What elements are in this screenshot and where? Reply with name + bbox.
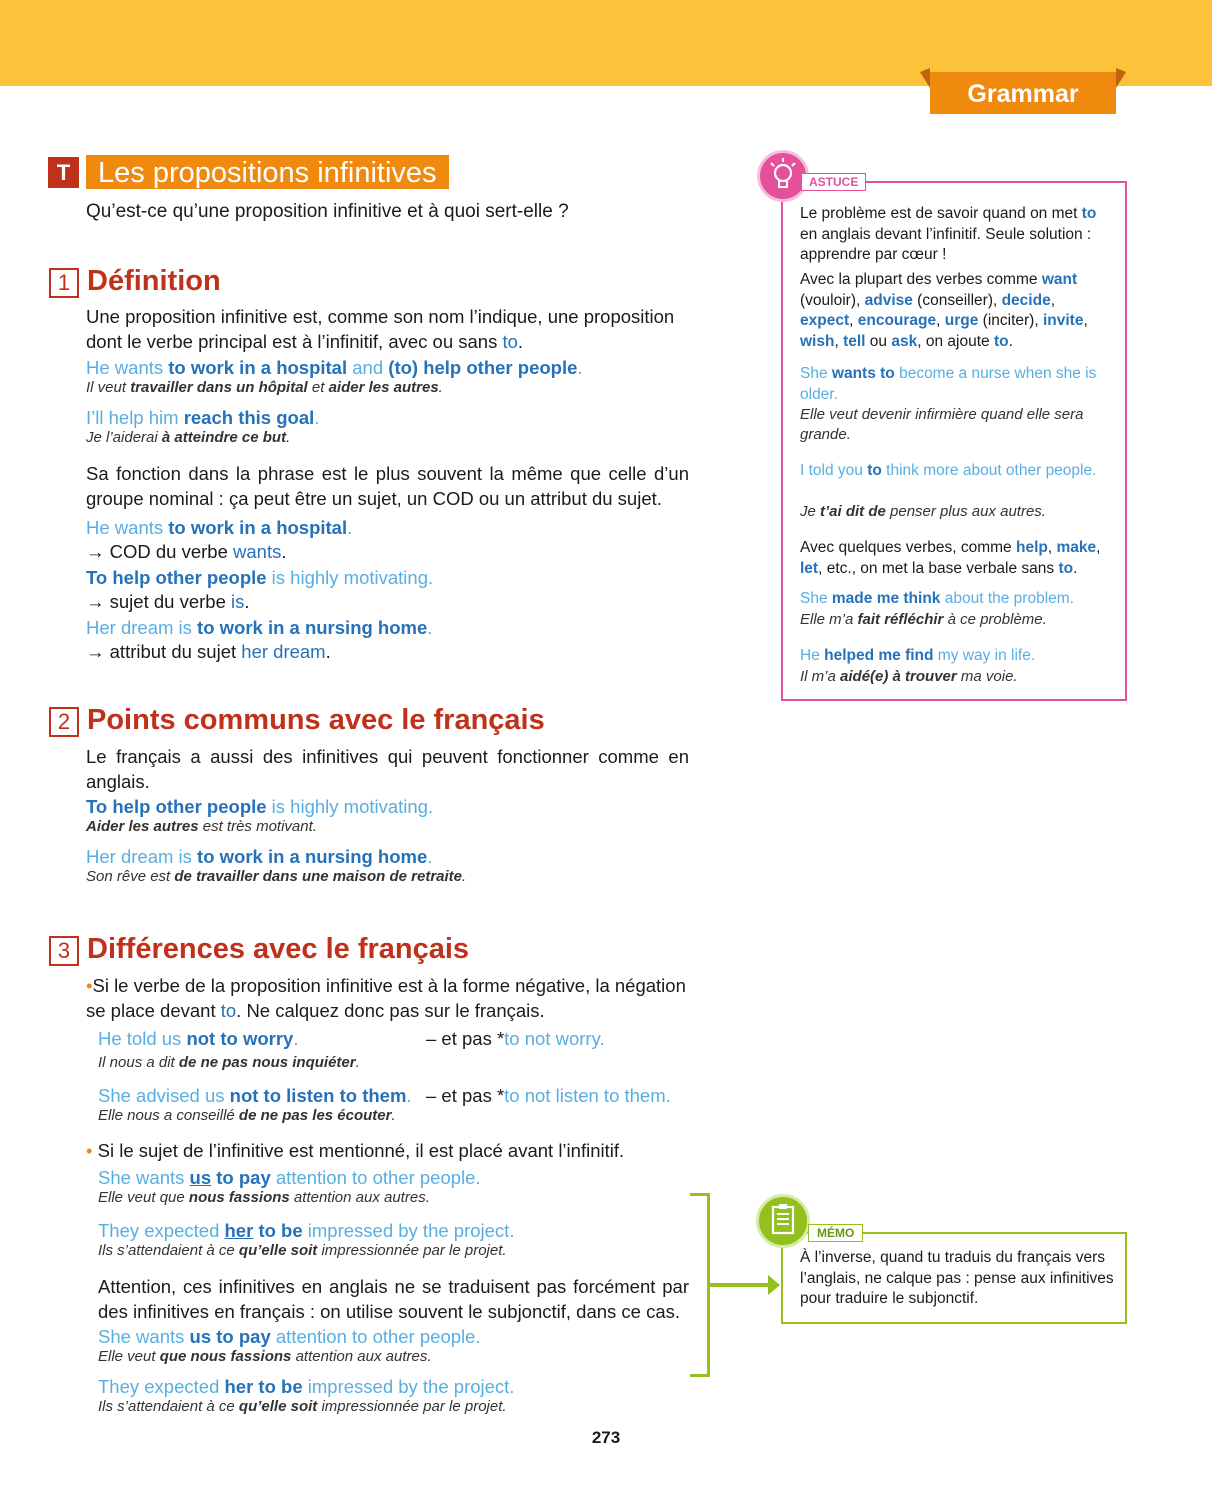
page-title: Les propositions infinitives bbox=[86, 155, 449, 189]
section-2-title: Points communs avec le français bbox=[87, 704, 545, 736]
s2-example-2: Her dream is to work in a nursing home. bbox=[86, 846, 433, 867]
astuce-example-2: I told you to think more about other people. bbox=[800, 462, 1097, 479]
s3-example-5: She wants us to pay attention to other people. bbox=[98, 1326, 481, 1347]
section-3-number: 3 bbox=[49, 936, 79, 966]
memo-text: À l’inverse, quand tu traduis du français vers l’anglais, ne calque pas : pense aux infinitives pour traduire le subjonctif. bbox=[800, 1249, 1114, 1307]
astuce-example-3: She made me think about the problem. bbox=[800, 590, 1074, 607]
s2-translation-2: Son rêve est de travailler dans une maison de retraite. bbox=[86, 868, 467, 885]
s3-example-6: They expected her to be impressed by the project. bbox=[98, 1376, 515, 1397]
astuce-translation-4: Il m’a aidé(e) à trouver ma voie. bbox=[800, 668, 1018, 685]
memo-tag: MÉMO bbox=[808, 1224, 863, 1242]
s3-translation-2: Elle nous a conseillé de ne pas les écouter. bbox=[98, 1107, 396, 1124]
s1-example-4: To help other people is highly motivating. bbox=[86, 567, 434, 588]
s2-translation-1: Aider les autres est très motivant. bbox=[86, 818, 317, 835]
s1-note-5: → attribut du sujet her dream. bbox=[86, 641, 331, 662]
s1-note-3: → COD du verbe wants. bbox=[86, 541, 287, 562]
s2-paragraph-1: Le français a aussi des infinitives qui peuvent fonctionner comme en anglais. bbox=[86, 746, 689, 792]
section-1-title: Définition bbox=[87, 265, 221, 297]
s3-example-2-wrong: – et pas *to not listen to them. bbox=[426, 1085, 671, 1106]
bullet-icon: • bbox=[86, 1140, 93, 1161]
s3-example-4: They expected her to be impressed by the project. bbox=[98, 1220, 515, 1241]
s3-attention-paragraph: Attention, ces infinitives en anglais ne se traduisent pas forcément par des infinitives en français : on utilise souvent le subjonctif, dans ce cas. bbox=[98, 1276, 689, 1322]
s3-example-2: She advised us not to listen to them. bbox=[98, 1085, 412, 1106]
astuce-translation-2: Je t’ai dit de penser plus aux autres. bbox=[800, 503, 1046, 520]
s3-bullet-1: •Si le verbe de la proposition infinitive est à la forme négative, la négation se place devant to. Ne calquez donc pas sur le français. bbox=[86, 975, 686, 1021]
section-1-number: 1 bbox=[49, 268, 79, 298]
s1-example-1: He wants to work in a hospital and (to) help other people. bbox=[86, 357, 583, 378]
s3-bullet-2: • Si le sujet de l’infinitive est mentionné, il est placé avant l’infinitif. bbox=[86, 1140, 625, 1161]
s1-paragraph-2: Sa fonction dans la phrase est le plus souvent la même que celle d’un groupe nominal : ça peut être un sujet, un COD ou un attribut du sujet. bbox=[86, 463, 689, 509]
s1-example-2: I’ll help him reach this goal. bbox=[86, 407, 320, 428]
s2-example-1: To help other people is highly motivating. bbox=[86, 796, 434, 817]
s3-translation-5: Elle veut que nous fassions attention aux autres. bbox=[98, 1348, 432, 1365]
s1-paragraph-1: Une proposition infinitive est, comme son nom l’indique, une proposition dont le verbe principal est à l’infinitif, avec ou sans to. bbox=[86, 306, 675, 352]
astuce-paragraph-1: Le problème est de savoir quand on met to en anglais devant l’infinitif. Seule solution : apprendre par cœur ! bbox=[800, 205, 1097, 263]
astuce-translation-1: Elle veut devenir infirmière quand elle sera grande. bbox=[800, 406, 1084, 443]
s3-example-1: He told us not to worry. bbox=[98, 1028, 299, 1049]
s3-translation-6: Ils s’attendaient à ce qu’elle soit impressionnée par le projet. bbox=[98, 1398, 507, 1415]
astuce-example-1: She wants to become a nurse when she is older. bbox=[800, 365, 1097, 403]
arrow-right-icon bbox=[768, 1275, 780, 1295]
s1-example-5: Her dream is to work in a nursing home. bbox=[86, 617, 433, 638]
astuce-example-4: He helped me find my way in life. bbox=[800, 647, 1036, 664]
astuce-tag: ASTUCE bbox=[801, 173, 866, 191]
memo-arrow-line bbox=[710, 1283, 770, 1287]
astuce-paragraph-2: Avec la plupart des verbes comme want (vouloir), advise (conseiller), decide, expect, encourage, urge (inciter), invite, wish, tell ou ask, on ajoute to. bbox=[800, 271, 1088, 350]
section-2-number: 2 bbox=[49, 707, 79, 737]
grammar-tab: Grammar bbox=[930, 72, 1116, 114]
s3-example-3: She wants us to pay attention to other people. bbox=[98, 1167, 481, 1188]
bullet-icon: • bbox=[86, 975, 93, 996]
s3-translation-4: Ils s’attendaient à ce qu’elle soit impressionnée par le projet. bbox=[98, 1242, 507, 1259]
s3-translation-3: Elle veut que nous fassions attention aux autres. bbox=[98, 1189, 430, 1206]
s1-note-4: → sujet du verbe is. bbox=[86, 591, 250, 612]
s1-example-3: He wants to work in a hospital. bbox=[86, 517, 353, 538]
section-letter-badge: T bbox=[48, 157, 79, 188]
s3-translation-1: Il nous a dit de ne pas nous inquiéter. bbox=[98, 1054, 360, 1071]
section-3-title: Différences avec le français bbox=[87, 933, 470, 965]
astuce-translation-3: Elle m’a fait réfléchir à ce problème. bbox=[800, 611, 1047, 628]
page-number: 273 bbox=[591, 1428, 621, 1447]
s1-translation-1: Il veut travailler dans un hôpital et aider les autres. bbox=[86, 379, 443, 396]
intro-question: Qu’est-ce qu’une proposition infinitive et à quoi sert-elle ? bbox=[86, 201, 569, 222]
s3-example-1-wrong: – et pas *to not worry. bbox=[426, 1028, 605, 1049]
s1-translation-2: Je l’aiderai à atteindre ce but. bbox=[86, 429, 291, 446]
notepad-icon bbox=[756, 1194, 810, 1248]
memo-bracket bbox=[690, 1193, 710, 1377]
astuce-paragraph-3: Avec quelques verbes, comme help, make, let, etc., on met la base verbale sans to. bbox=[800, 539, 1101, 577]
